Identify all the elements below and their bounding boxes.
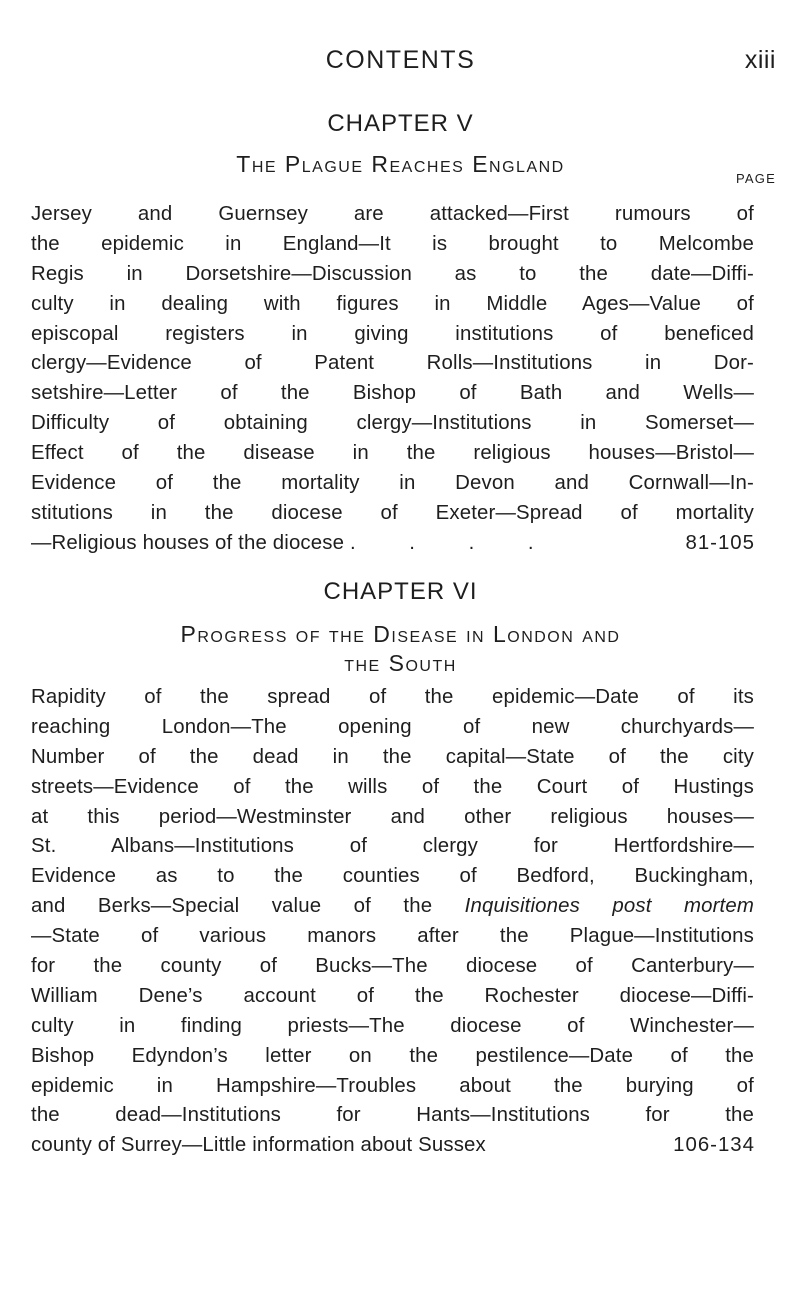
- summary-line-with-italic: [31, 892, 754, 922]
- summary-line: the dead—Institutions for Hants—Institutions for the: [31, 1104, 754, 1127]
- summary-line: St. Albans—Institutions of clergy for Hertfordshire—: [31, 835, 754, 858]
- summary-line: at this period—Westminster and other religious houses—: [31, 805, 754, 828]
- summary-line: Number of the dead in the capital—State of the city: [31, 745, 754, 768]
- summary-line: for the county of Bucks—The diocese of Canterbury—: [31, 955, 754, 978]
- summary-line: episcopal registers in giving institutions of beneficed: [31, 322, 754, 345]
- summary-line: clergy—Evidence of Patent Rolls—Institutions in Dor-: [31, 352, 754, 375]
- summary-line-text: county of Surrey—Little information about Sussex: [31, 1134, 486, 1157]
- chapter-6-summary: [31, 683, 754, 1161]
- summary-line: Rapidity of the spread of the epidemic—Date of its: [31, 686, 754, 708]
- summary-line: Evidence of the mortality in Devon and Cornwall—In-: [31, 472, 754, 495]
- running-head: [0, 46, 801, 86]
- summary-line-text: —Religious houses of the diocese: [31, 531, 345, 554]
- summary-line: —State of various manors after the Plague—Institutions: [31, 925, 754, 948]
- chapter-5-summary: [31, 200, 754, 559]
- summary-line: William Dene’s account of the Rochester diocese—Diffi-: [31, 984, 754, 1007]
- summary-line-text: and Berks—Special value of the: [31, 895, 465, 918]
- chapter-5-label: CHAPTER V: [327, 110, 474, 137]
- page-column-label: PAGE: [736, 171, 776, 186]
- chapter-6-title-line: Progress of the Disease in London and: [180, 621, 621, 647]
- chapter-6-page-range: 106-134: [673, 1134, 755, 1157]
- summary-line: Bishop Edyndon’s letter on the pestilence—Date of the: [31, 1044, 754, 1067]
- summary-line: Effect of the disease in the religious houses—Bristol—: [31, 442, 754, 465]
- running-head-title: CONTENTS: [325, 46, 476, 74]
- chapter-6-label: CHAPTER VI: [323, 578, 478, 605]
- summary-line: culty in finding priests—The diocese of Winchester—: [31, 1014, 754, 1037]
- summary-last-line: [31, 529, 754, 559]
- summary-line: streets—Evidence of the wills of the Court of Hustings: [31, 775, 754, 798]
- dot-leader: . . . .: [349, 531, 558, 554]
- chapter-6-title-line: the South: [344, 650, 457, 676]
- page-folio: xiii: [744, 46, 776, 74]
- summary-line: epidemic in Hampshire—Troubles about the burying of: [31, 1074, 754, 1097]
- summary-line: the epidemic in England—It is brought to Melcombe: [31, 232, 754, 255]
- summary-line: setshire—Letter of the Bishop of Bath and Wells—: [31, 382, 754, 405]
- chapter-6-title: [0, 620, 801, 678]
- summary-line: Regis in Dorsetshire—Discussion as to the date—Diffi-: [31, 262, 754, 285]
- summary-line: Evidence as to the counties of Bedford, Buckingham,: [31, 865, 754, 888]
- summary-line: culty in dealing with figures in Middle Ages—Value of: [31, 292, 754, 315]
- chapter-5-title: The Plague Reaches England: [236, 151, 565, 177]
- summary-line: reaching London—The opening of new churchyards—: [31, 715, 754, 738]
- summary-line: Jersey and Guernsey are attacked—First rumours of: [31, 203, 754, 225]
- summary-line: Difficulty of obtaining clergy—Institutions in Somerset—: [31, 412, 754, 435]
- italic-title-text: Inquisitiones post mortem: [464, 895, 755, 918]
- summary-line: stitutions in the diocese of Exeter—Spread of mortality: [31, 501, 754, 524]
- summary-last-line: [31, 1131, 754, 1161]
- chapter-5-page-range: 81-105: [685, 531, 755, 554]
